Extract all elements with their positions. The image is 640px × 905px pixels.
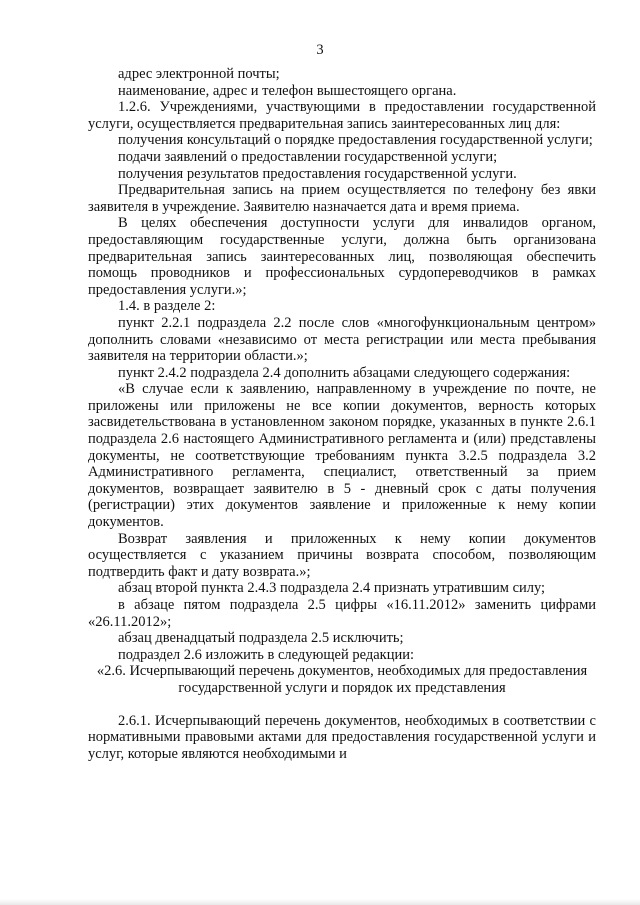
paragraph-2-5-exclude: абзац двенадцатый подраздела 2.5 исключить; <box>118 630 404 647</box>
paragraph-accessibility: В целях обеспечения доступности услуги для инвалидов органом, предоставляющим государственные услуги, должна быть организована предварительная запись заинтересованных лиц, позволяющая обеспечить помощь проводников и профессиональных сурдопереводчиков в рамках предоставления услуги.»; <box>88 215 596 298</box>
paragraph-mail-return: «В случае если к заявлению, направленному в учреждение по почте, не приложены или приложены не все копии документов, верность которых засвидетельствована в установленном законом порядке, указанных в пункте 2.6.1 подраздела 2.6 настоящего Административного регламента и (или) представлены документы, не соответствующие требованиям пункта 3.2.5 подраздела 3.2 Административного регламента, специалист, ответственный за прием документов, возвращает заявителю в 5 - дневный срок с даты получения (регистрации) этих документов заявление и приложенные к нему копии документов. <box>88 381 596 531</box>
section-heading-2-6: «2.6. Исчерпывающий перечень документов, необходимых для предоставления государственной услуги и порядок их представления <box>96 663 588 696</box>
paragraph-email: адрес электронной почты; <box>118 66 280 82</box>
page-number: 3 <box>316 42 324 58</box>
paragraph-phone-booking: Предварительная запись на прием осуществляется по телефону без явки заявителя в учреждение. Заявителю назначается дата и время приема. <box>88 182 596 215</box>
paragraph-2-4-3: абзац второй пункта 2.4.3 подраздела 2.4 признать утратившим силу; <box>118 580 546 597</box>
paragraph-applications: подачи заявлений о предоставлении государственной услуги; <box>118 148 498 165</box>
paragraph-2-4-2: пункт 2.4.2 подраздела 2.4 дополнить абзацами следующего содержания: <box>118 364 571 381</box>
paragraph-2-2-1: пункт 2.2.1 подраздела 2.2 после слов «многофункциональным центром» дополнить словами «независимо от места регистрации или места пребывания заявителя на территории области.»; <box>88 314 596 365</box>
paragraph-2-5-date: в абзаце пятом подраздела 2.5 цифры «16.11.2012» заменить цифрами «26.11.2012»; <box>88 597 596 630</box>
paragraph-consultations: получения консультаций о порядке предоставления государственной услуги; <box>118 132 593 149</box>
section-spacer <box>88 697 596 713</box>
document-body <box>88 66 596 762</box>
paragraph-2-6-new-edition: подраздел 2.6 изложить в следующей редакции: <box>118 646 415 663</box>
paragraph-results: получения результатов предоставления государственной услуги. <box>118 165 517 182</box>
paragraph-return-reason: Возврат заявления и приложенных к нему копии документов осуществляется с указанием причины возврата способом, позволяющим подтвердить факт и дату возврата.»; <box>88 530 596 580</box>
paragraph-higher-authority: наименование, адрес и телефон вышестоящего органа. <box>118 82 457 99</box>
scan-bottom-edge <box>0 899 640 905</box>
paragraph-1-4: 1.4. в разделе 2: <box>118 298 216 315</box>
paragraph-1-2-6: 1.2.6. Учреждениями, участвующими в предоставлении государственной услуги, осуществляется предварительная запись заинтересованных лиц для: <box>88 99 596 132</box>
paragraph-2-6-1: 2.6.1. Исчерпывающий перечень документов, необходимых в соответствии с нормативными правовыми актами для предоставления государственной услуги и услуг, которые являются необходимыми и <box>88 712 596 762</box>
